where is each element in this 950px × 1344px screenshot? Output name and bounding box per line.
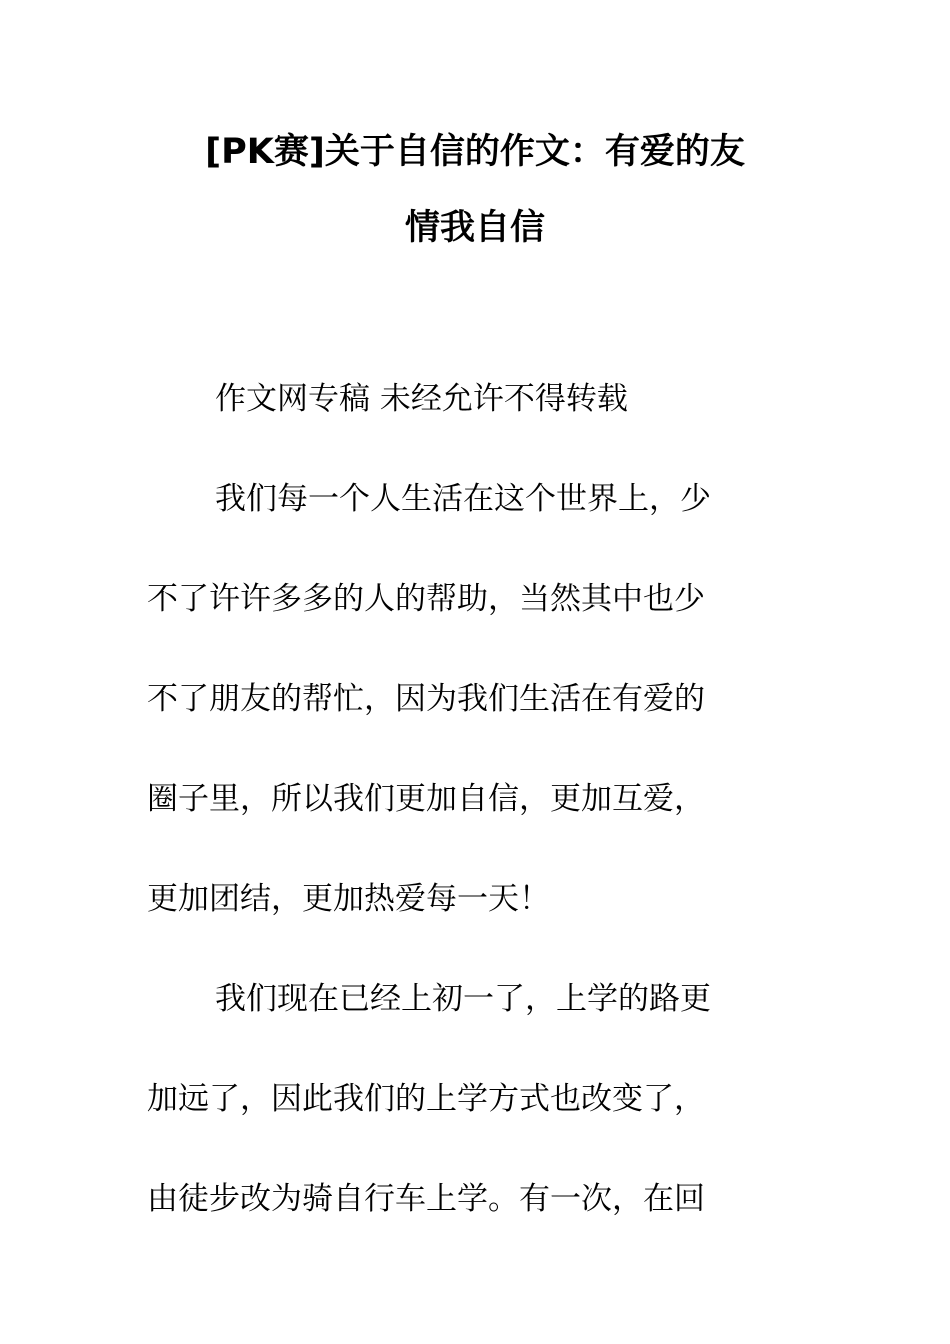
paragraph-1-line-1: 我们每一个人生活在这个世界上，少 [215, 481, 711, 517]
paragraph-1-line-2: 不了许许多多的人的帮助，当然其中也少 [147, 581, 705, 617]
document-title-line-2: 情我自信 [404, 208, 545, 248]
document-title-line-1: [PK赛]关于自信的作文：有爱的友 [205, 132, 745, 172]
paragraph-2-line-3: 由徒步改为骑自行车上学。有一次，在回 [147, 1181, 705, 1217]
byline: 作文网专稿 未经允许不得转载 [215, 381, 628, 417]
paragraph-2-line-2: 加远了，因此我们的上学方式也改变了， [147, 1081, 705, 1117]
paragraph-1-line-5: 更加团结，更加热爱每一天！ [147, 881, 550, 917]
paragraph-1-line-3: 不了朋友的帮忙，因为我们生活在有爱的 [147, 681, 705, 717]
paragraph-1-line-4: 圈子里，所以我们更加自信，更加互爱， [147, 781, 705, 817]
paragraph-2-line-1: 我们现在已经上初一了，上学的路更 [215, 981, 711, 1017]
